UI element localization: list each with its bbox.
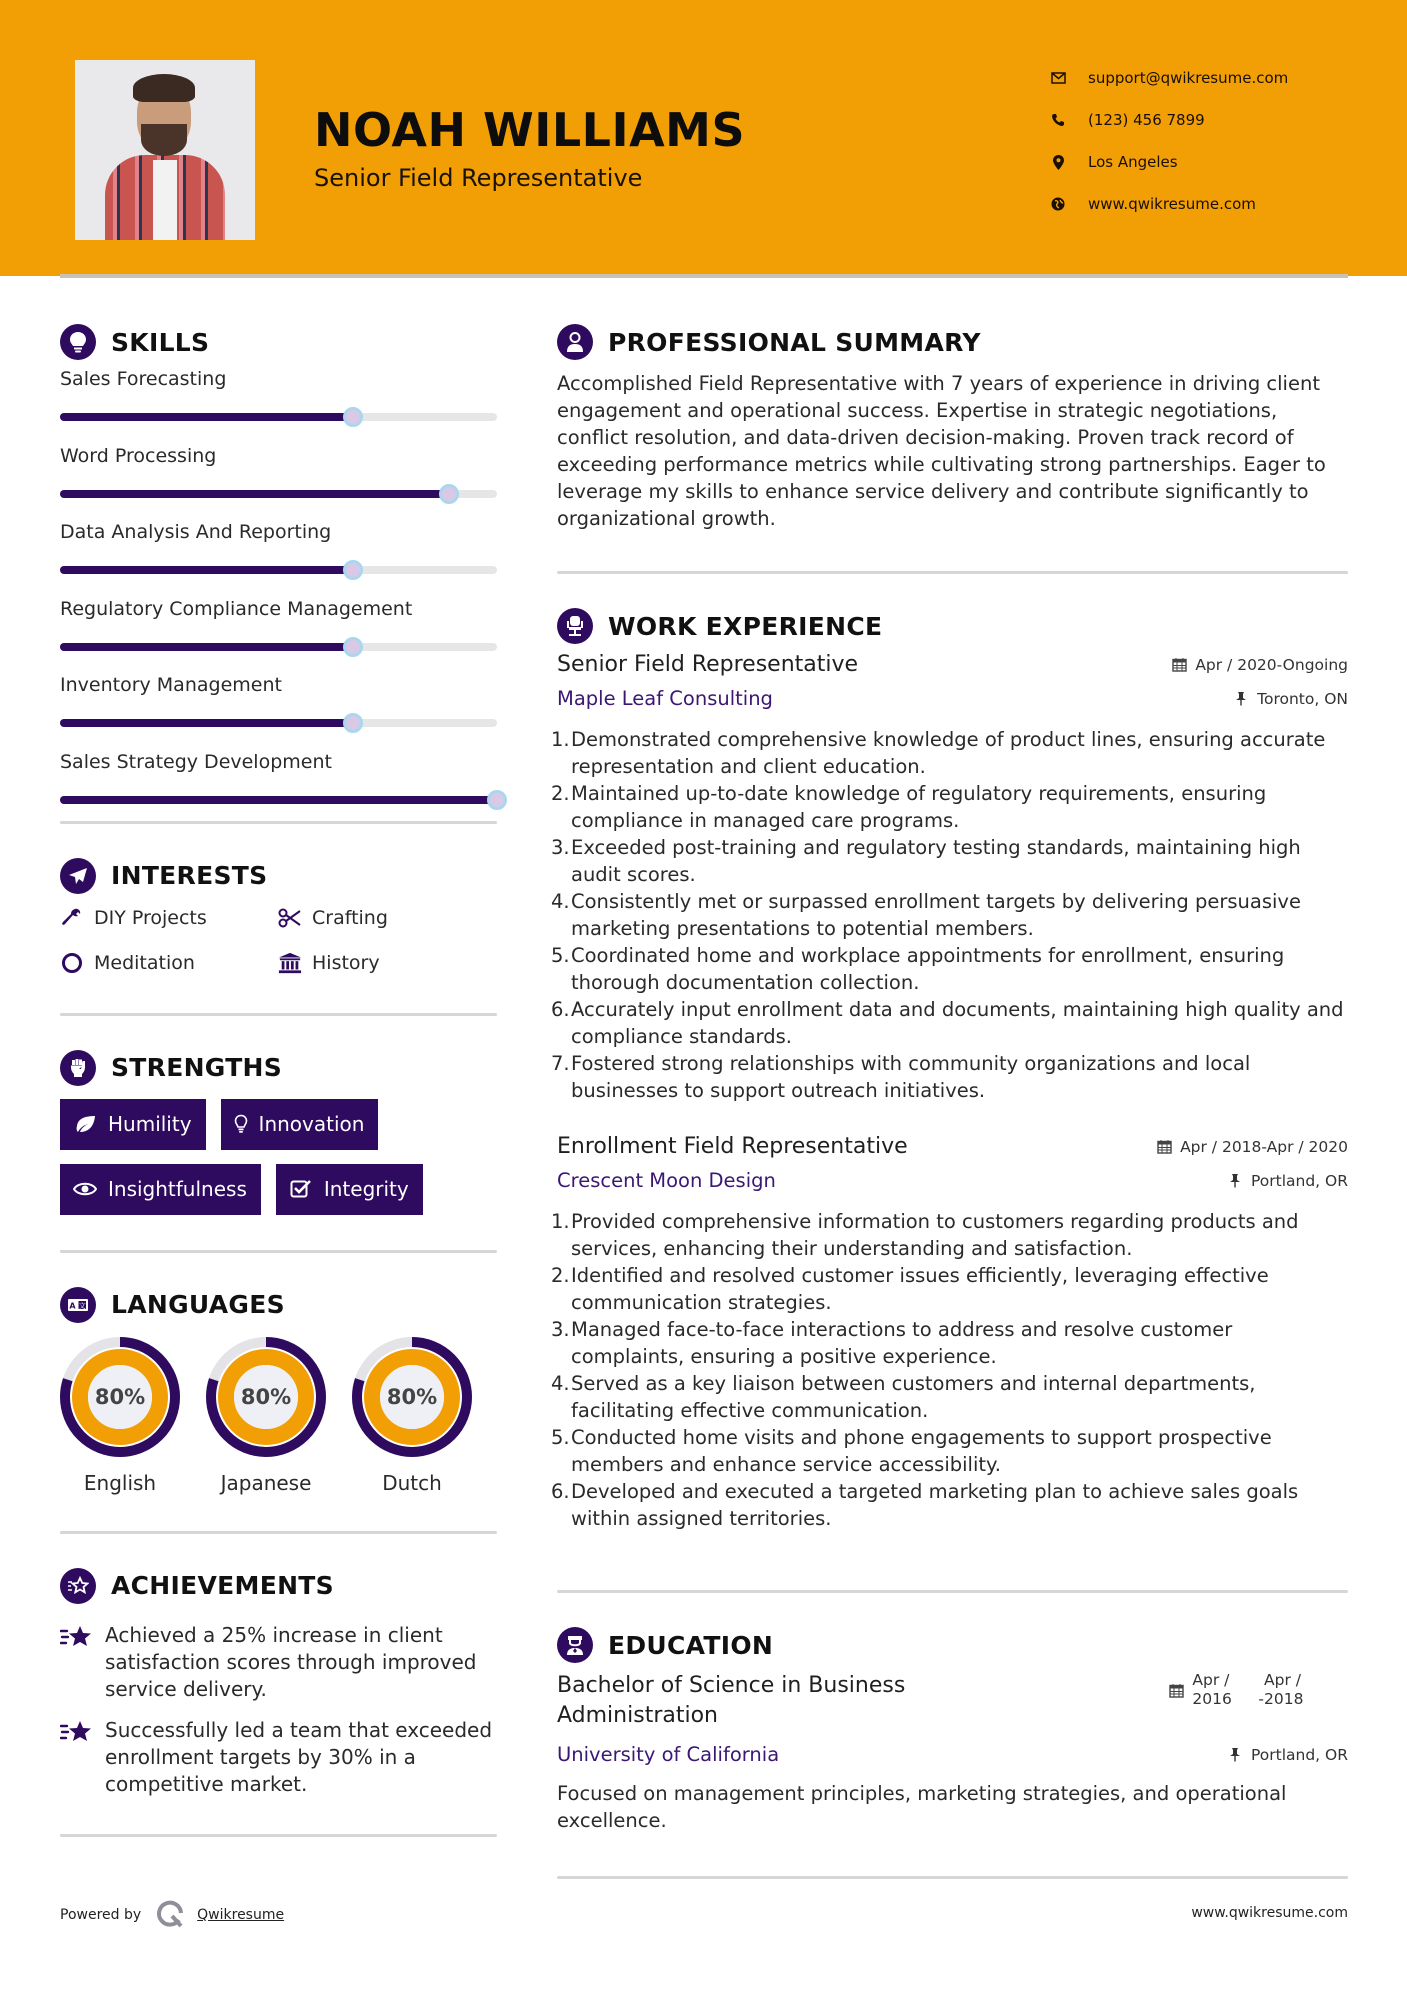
contact-list: [1050, 57, 1288, 225]
job-bullets: [551, 1208, 1348, 1532]
skill-bar: [60, 719, 497, 727]
interests-section: [60, 854, 497, 977]
achievement-item: [60, 1717, 497, 1798]
skill-item: [60, 368, 497, 445]
interest-label: Crafting: [312, 906, 388, 929]
strength-label: Innovation: [258, 1112, 365, 1136]
bullet-item: 2. Identified and resolved customer issues efficiently, leveraging effective communication strategies.: [551, 1264, 1269, 1314]
bullet-item: 1. Demonstrated comprehensive knowledge of product lines, ensuring accurate representation and client education.: [551, 728, 1326, 778]
interest-item: [60, 949, 278, 977]
leaf-icon: [72, 1113, 98, 1135]
pushpin-icon: [1233, 691, 1249, 707]
office-chair-icon: [557, 608, 593, 644]
contact-website-text: www.qwikresume.com: [1088, 195, 1256, 213]
pushpin-icon: [1227, 1173, 1243, 1189]
skill-label: Sales Strategy Development: [60, 750, 332, 773]
skill-bar: [60, 566, 497, 574]
achievement-item: [60, 1622, 497, 1703]
language-percent: 80%: [94, 1384, 146, 1409]
language-donut: [206, 1337, 326, 1457]
skill-bar: [60, 643, 497, 651]
strength-tag: [60, 1164, 261, 1215]
section-divider: [557, 1876, 1348, 1879]
section-divider: [557, 571, 1348, 574]
translate-icon: [60, 1287, 96, 1323]
job-location-text: Toronto, ON: [1257, 689, 1348, 708]
map-marker-icon: [1050, 154, 1066, 170]
contact-email[interactable]: [1050, 57, 1288, 99]
skill-bar: [60, 490, 497, 498]
education-description: Focused on management principles, marketing strategies, and operational excellence.: [557, 1782, 1287, 1832]
section-divider: [557, 1590, 1348, 1593]
wrench-icon: [60, 906, 84, 930]
skill-bar: [60, 413, 497, 421]
interest-item: [278, 904, 478, 932]
contact-website[interactable]: [1050, 183, 1288, 225]
paper-plane-icon: [60, 858, 96, 894]
degree-title: Bachelor of Science in Business Administration: [557, 1673, 906, 1728]
strength-tag: [221, 1099, 379, 1150]
interest-list: [60, 904, 497, 977]
skill-label: Word Processing: [60, 444, 217, 467]
svg-text:A: A: [69, 1301, 76, 1310]
education-end: Apr / 2018: [1264, 1671, 1304, 1708]
bullet-item: 3. Managed face-to-face interactions to address and resolve customer complaints, ensuring a positive experience.: [551, 1318, 1233, 1368]
strength-label: Integrity: [323, 1177, 409, 1201]
skill-item: [60, 751, 497, 821]
calendar-icon: [1171, 657, 1187, 673]
shooting-star-icon: [60, 1624, 94, 1650]
strength-tag: [276, 1164, 423, 1215]
lightbulb-icon: [233, 1113, 249, 1135]
strengths-title: STRENGTHS: [111, 1053, 283, 1082]
job-entry: [551, 1134, 1348, 1532]
achievement-text: Achieved a 25% increase in client satisfaction scores through improved service delivery.: [105, 1622, 477, 1701]
candidate-name: NOAH WILLIAMS: [314, 103, 746, 157]
school-name: University of California: [557, 1743, 780, 1766]
language-name: English: [83, 1470, 157, 1495]
strength-tag: [60, 1099, 206, 1150]
strengths-section: [60, 1046, 497, 1215]
skill-bar-knob: [343, 407, 363, 427]
skill-item: [60, 521, 497, 598]
skill-item: [60, 445, 497, 522]
qwikresume-link[interactable]: Qwikresume: [197, 1907, 285, 1923]
resume-header: [0, 0, 1407, 276]
language-item: [60, 1337, 180, 1495]
language-name: Japanese: [220, 1470, 312, 1495]
language-percent: 80%: [386, 1384, 438, 1409]
language-list: [60, 1337, 497, 1495]
experience-section: [551, 604, 1348, 1532]
education-title: EDUCATION: [608, 1630, 774, 1660]
bullet-item: 6. Developed and executed a targeted marketing plan to achieve sales goals within assigned territories.: [551, 1480, 1299, 1530]
languages-section: [60, 1283, 497, 1495]
interests-title: INTERESTS: [111, 861, 268, 890]
section-divider: [60, 1013, 497, 1016]
candidate-role: Senior Field Representative: [314, 164, 643, 192]
bullet-item: 6. Accurately input enrollment data and documents, maintaining high quality and compliance standards.: [551, 998, 1344, 1048]
contact-location: [1050, 141, 1288, 183]
svg-text:文: 文: [78, 1301, 86, 1310]
achievements-section: [60, 1564, 497, 1798]
phone-icon: [1050, 112, 1066, 128]
company-name: Crescent Moon Design: [557, 1169, 776, 1192]
education-dates: [1168, 1671, 1310, 1709]
language-donut: [60, 1337, 180, 1457]
language-percent: 80%: [240, 1384, 292, 1409]
job-title: Enrollment Field Representative: [557, 1134, 908, 1159]
calendar-icon: [1156, 1139, 1172, 1155]
skill-bar: [60, 796, 497, 804]
bullet-item: 5. Conducted home visits and phone engagements to support prospective members and enhance service accessibility.: [551, 1426, 1272, 1476]
right-column: [551, 320, 1348, 1879]
graduate-icon: [557, 1627, 593, 1663]
education-section: [557, 1623, 1348, 1834]
section-divider: [60, 1250, 497, 1253]
skill-item: [60, 598, 497, 675]
footer-website-link[interactable]: www.qwikresume.com: [1191, 1905, 1348, 1921]
contact-email-text: support@qwikresume.com: [1088, 69, 1289, 87]
language-item: [206, 1337, 326, 1495]
interest-item: [278, 949, 478, 977]
experience-title: WORK EXPERIENCE: [608, 611, 883, 641]
language-name: Dutch: [382, 1470, 442, 1495]
header-divider: [60, 274, 1348, 278]
skill-label: Sales Forecasting: [60, 368, 227, 390]
circle-icon: [60, 951, 84, 975]
interest-label: Meditation: [94, 951, 195, 974]
section-divider: [60, 821, 497, 824]
education-start: Apr / 2016: [1192, 1671, 1232, 1708]
contact-phone-text: (123) 456 7899: [1088, 111, 1205, 129]
job-dates-text: Apr / 2018-Apr / 2020: [1180, 1137, 1348, 1156]
skills-section: [60, 320, 497, 821]
job-location: [1227, 1172, 1348, 1190]
qwikresume-logo-icon: [155, 1898, 185, 1932]
summary-text: Accomplished Field Representative with 7 years of experience in driving client engagement and operational success. Expertise in strategic negotiations, conflict resolution, and data-driven decision-making. Proven track record of exceeding performance metrics while cultivating strong partnerships. Eager to leverage my skills to enhance service delivery and contribute significantly to organizational growth.: [557, 372, 1326, 530]
user-icon: [557, 324, 593, 360]
section-divider: [60, 1531, 497, 1534]
bullet-item: 7. Fostered strong relationships with community organizations and local businesses to support outreach initiatives.: [551, 1052, 1251, 1102]
education-location-text: Portland, OR: [1250, 1745, 1348, 1764]
bullet-item: 5. Coordinated home and workplace appointments for enrollment, ensuring thorough documentation collection.: [551, 944, 1285, 994]
interest-item: [60, 904, 278, 932]
skill-label: Inventory Management: [60, 674, 282, 696]
job-location-text: Portland, OR: [1250, 1171, 1348, 1190]
contact-phone[interactable]: [1050, 99, 1288, 141]
skills-title: SKILLS: [111, 327, 210, 357]
lightbulb-icon: [60, 324, 96, 360]
skill-list: [60, 368, 497, 821]
education-location: [1227, 1746, 1348, 1764]
skill-bar-knob: [439, 484, 459, 504]
strength-label: Insightfulness: [108, 1177, 247, 1201]
skill-bar-knob: [343, 713, 363, 733]
contact-location-text: Los Angeles: [1088, 153, 1178, 171]
achievements-title: ACHIEVEMENTS: [111, 1571, 334, 1600]
bullet-item: 4. Consistently met or surpassed enrollment targets by delivering persuasive marketing presentations to potential members.: [551, 890, 1301, 940]
interest-label: DIY Projects: [94, 906, 207, 929]
globe-icon: [1050, 196, 1066, 212]
languages-title: LANGUAGES: [111, 1290, 285, 1319]
fist-icon: [60, 1050, 96, 1086]
pushpin-icon: [1227, 1747, 1243, 1763]
shooting-star-icon: [60, 1719, 94, 1745]
language-item: [352, 1337, 472, 1495]
job-location: [1233, 690, 1348, 708]
calendar-icon: [1168, 1682, 1184, 1698]
company-name: Maple Leaf Consulting: [557, 687, 773, 710]
skill-bar-knob: [343, 560, 363, 580]
job-dates-text: Apr / 2020-Ongoing: [1195, 655, 1348, 674]
section-divider: [60, 1834, 497, 1837]
skill-item: [60, 674, 497, 751]
summary-section: [557, 320, 1348, 532]
job-dates: [1171, 656, 1348, 674]
job-bullets: [551, 726, 1348, 1104]
summary-title: PROFESSIONAL SUMMARY: [608, 327, 981, 357]
envelope-icon: [1050, 70, 1066, 86]
language-donut: [352, 1337, 472, 1457]
scissors-icon: [278, 906, 302, 930]
check-square-icon: [288, 1178, 314, 1200]
star-badge-icon: [60, 1568, 96, 1604]
profile-photo: [75, 60, 255, 240]
job-entry: [551, 652, 1348, 1104]
bullet-item: 2. Maintained up-to-date knowledge of regulatory requirements, ensuring compliance in managed care programs.: [551, 782, 1267, 832]
job-title: Senior Field Representative: [557, 652, 859, 677]
education-separator: -: [1258, 1690, 1264, 1708]
skill-bar-knob: [343, 637, 363, 657]
bullet-item: 1. Provided comprehensive information to customers regarding products and services, enhancing their understanding and satisfaction.: [551, 1210, 1299, 1260]
powered-by-label: Powered by: [60, 1907, 142, 1923]
skill-bar-knob: [487, 790, 507, 810]
left-column: [60, 320, 497, 1837]
bullet-item: 4. Served as a key liaison between customers and internal departments, facilitating effective communication.: [551, 1372, 1256, 1422]
skill-label: Data Analysis And Reporting: [60, 521, 332, 543]
achievement-text: Successfully led a team that exceeded enrollment targets by 30% in a competitive market.: [105, 1717, 493, 1796]
bullet-item: 3. Exceeded post-training and regulatory testing standards, maintaining high audit scores.: [551, 836, 1301, 886]
strength-list: [60, 1099, 497, 1215]
strength-label: Humility: [108, 1112, 192, 1136]
job-dates: [1156, 1138, 1348, 1156]
interest-label: History: [312, 951, 380, 974]
eye-icon: [72, 1178, 98, 1200]
museum-icon: [278, 951, 302, 975]
skill-label: Regulatory Compliance Management: [60, 597, 413, 620]
footer-powered-by: [60, 1898, 284, 1932]
